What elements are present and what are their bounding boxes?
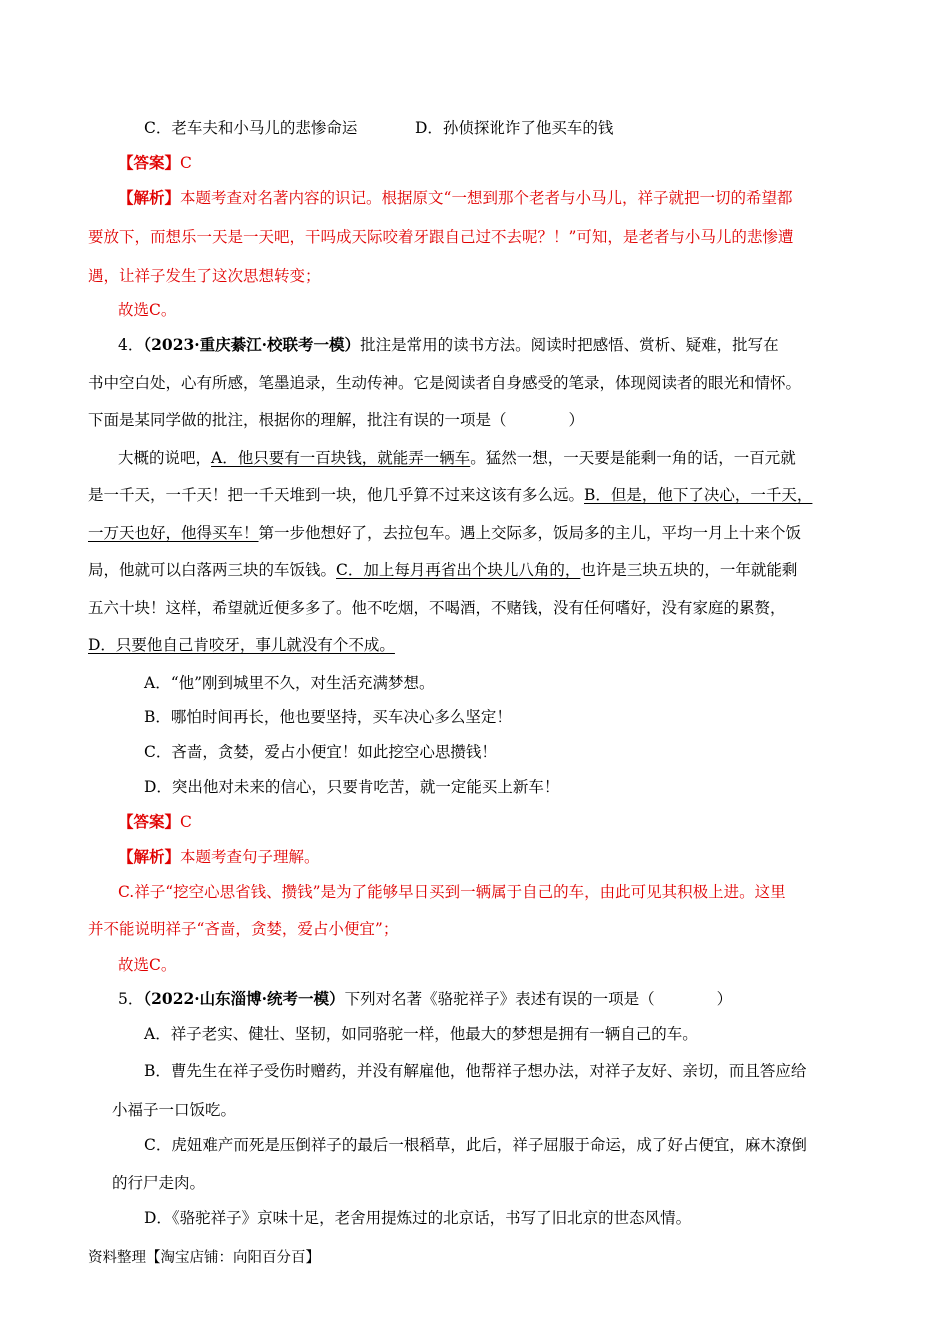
q4-passage-line1 xyxy=(118,447,796,469)
question-number: 5． xyxy=(118,990,144,1008)
passage-text: 也许是三块五块的，一年就能剩 xyxy=(580,561,798,579)
q4-passage-line4 xyxy=(88,559,797,581)
q4-answer xyxy=(118,811,192,833)
passage-text: 第一步他想好了，去拉包车。遇上交际多，饭局多的主儿，平均一月上十来个饭 xyxy=(258,524,802,542)
q5-option-b-line1: B．曹先生在祥子受伤时赠药，并没有解雇他，他帮祥子想办法，对祥子友好、亲切，而且答应给 xyxy=(144,1062,807,1080)
q4-option-b: B．哪怕时间再长，他也要坚持，买车决心多么坚定！ xyxy=(144,708,512,726)
question-source: （2023·重庆綦江·校联考一模） xyxy=(143,335,361,354)
answer-value: C xyxy=(180,154,192,172)
question-stem: 下列对名著《骆驼祥子》表述有误的一项是（ ） xyxy=(344,990,733,1008)
q3-analysis-line3: 遇，让祥子发生了这次思想转变； xyxy=(88,267,321,285)
q5-option-b-line2: 小福子一口饭吃。 xyxy=(112,1101,237,1119)
q4-analysis-line1: C.祥子“挖空心思省钱、攒钱”是为了能够早日买到一辆属于自己的车，由此可见其积极上进。这里 xyxy=(118,883,786,901)
q5-option-d: D．《骆驼祥子》京味十足，老舍用提炼过的北京话，书写了旧北京的世态风情。 xyxy=(144,1209,692,1227)
q5-option-c-line2: 的行尸走肉。 xyxy=(112,1174,206,1192)
annotation-a: A．他只要有一百块钱，就能弄一辆车 xyxy=(211,449,471,467)
q4-passage-line5: 五六十块！这样，希望就近便多多了。他不吃烟，不喝酒，不赌钱，没有任何嗜好，没有家庭的累赘， xyxy=(88,599,786,617)
q4-passage-line3 xyxy=(88,522,801,544)
q3-analysis-line2: 要放下，而想乐一天是一天吧，干吗成天际咬着牙跟自己过不去呢？！”可知，是老者与小马儿的悲惨遭 xyxy=(88,228,794,246)
q3-analysis-line1 xyxy=(118,187,792,209)
q4-stem-line2: 书中空白处，心有所感，笔墨追录，生动传神。它是阅读者自身感受的笔录，体现阅读者的眼光和情怀。 xyxy=(88,374,802,392)
q4-stem-line3: 下面是某同学做的批注，根据你的理解，批注有误的一项是（ ） xyxy=(88,411,585,429)
answer-tag: 【答案】 xyxy=(118,153,181,172)
analysis-tag: 【解析】 xyxy=(118,847,181,866)
q4-analysis-head xyxy=(118,846,320,868)
q5-option-a: A．祥子老实、健壮、坚韧，如同骆驼一样，他最大的梦想是拥有一辆自己的车。 xyxy=(144,1025,698,1043)
page-footer: 资料整理【淘宝店铺：向阳百分百】 xyxy=(88,1250,320,1266)
q4-choose: 故选C。 xyxy=(118,956,177,974)
q3-choose: 故选C。 xyxy=(118,301,177,319)
passage-text: 局，他就可以白落两三块的车饭钱。 xyxy=(88,561,337,579)
analysis-tag: 【解析】 xyxy=(118,188,181,207)
question-stem: 批注是常用的读书方法。阅读时把感悟、赏析、疑难，批写在 xyxy=(360,336,779,354)
q4-stem-line1 xyxy=(118,334,779,356)
q4-passage-line2 xyxy=(88,484,812,506)
annotation-c: C．加上每月再省出个块儿八角的， xyxy=(336,561,581,579)
answer-tag: 【答案】 xyxy=(118,812,181,831)
q4-analysis-line2: 并不能说明祥子“吝啬，贪婪，爱占小便宜”； xyxy=(88,920,399,938)
passage-text: 是一千天，一千天！把一千天堆到一块，他几乎算不过来这该有多么远。 xyxy=(88,486,585,504)
q3-answer xyxy=(118,152,192,174)
answer-value: C xyxy=(180,813,192,831)
question-number: 4． xyxy=(118,336,144,354)
passage-text: 大概的说吧， xyxy=(118,449,212,467)
annotation-b: B．但是，他下了决心，一千天， xyxy=(584,486,813,504)
analysis-text: 本题考查对名著内容的识记。根据原文“一想到那个老者与小马儿，祥子就把一切的希望都 xyxy=(180,189,793,207)
annotation-b-cont: 一万天也好，他得买车！ xyxy=(88,524,259,542)
passage-text: 。猛然一想，一天要是能剩一角的话，一百元就 xyxy=(470,449,796,467)
q4-option-a: A．“他”刚到城里不久，对生活充满梦想。 xyxy=(144,674,435,692)
q3-option-c: C．老车夫和小马儿的悲惨命运 xyxy=(144,119,358,137)
q5-stem xyxy=(118,988,732,1010)
q5-option-c-line1: C．虎妞难产而死是压倒祥子的最后一根稻草，此后，祥子屈服于命运，成了好占便宜，麻木潦倒 xyxy=(144,1136,807,1154)
analysis-text: 本题考查句子理解。 xyxy=(180,848,320,866)
q3-option-d: D．孙侦探讹诈了他买车的钱 xyxy=(415,119,614,137)
q4-option-c: C．吝啬，贪婪，爱占小便宜！如此挖空心思攒钱！ xyxy=(144,743,497,761)
q4-option-d: D．突出他对未来的信心，只要肯吃苦，就一定能买上新车！ xyxy=(144,778,560,796)
question-source: （2022·山东淄博·统考一模） xyxy=(143,989,345,1008)
annotation-d: D．只要他自己肯咬牙，事儿就没有个不成。 xyxy=(88,636,395,654)
